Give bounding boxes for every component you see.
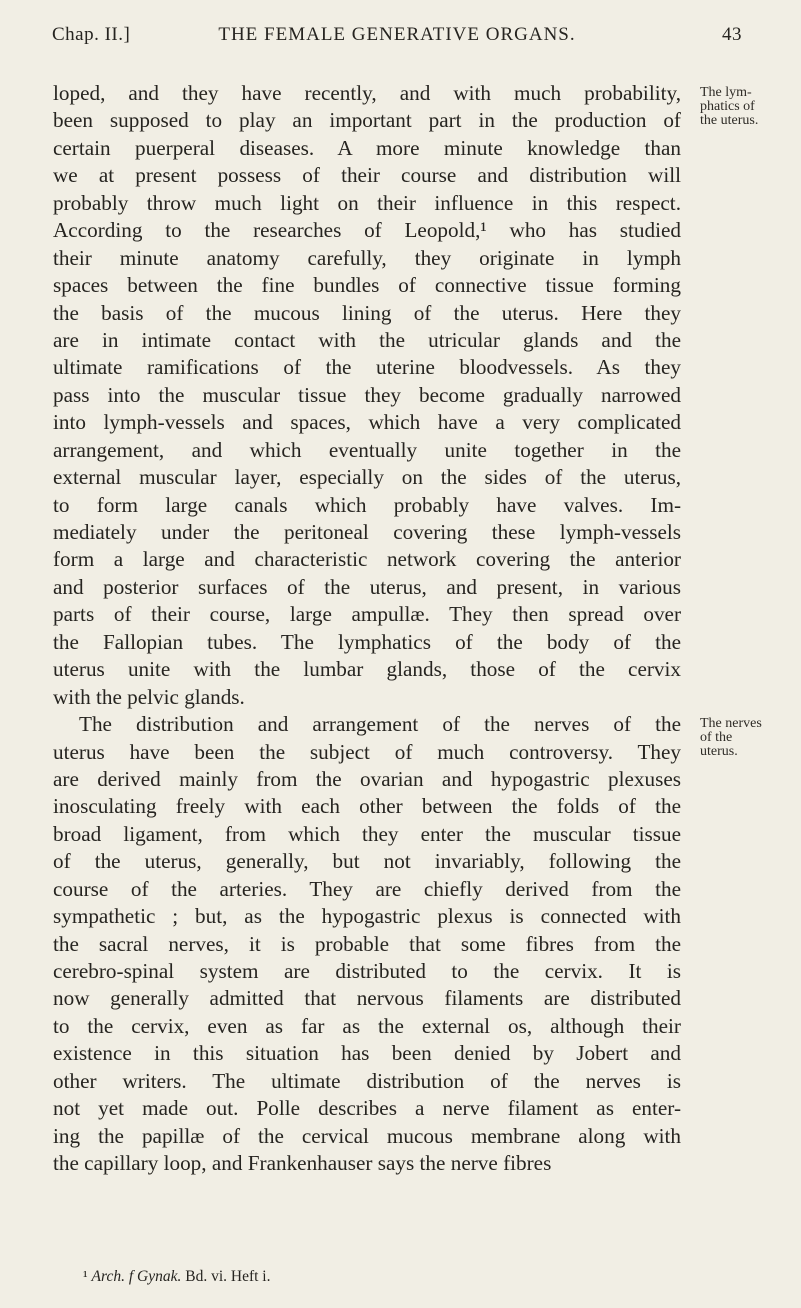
text-line: course of the arteries. They are chiefly derived from the bbox=[53, 876, 681, 901]
text-line: the basis of the mucous lining of the uterus. Here they bbox=[53, 300, 681, 325]
text-line: into lymph-vessels and spaces, which have a very complicated bbox=[53, 410, 681, 435]
text-line: According to the researches of Leopold,¹ who has studied bbox=[53, 218, 681, 243]
text-line: of the uterus, generally, but not invariably, following the bbox=[53, 849, 681, 874]
page-number: 43 bbox=[722, 24, 742, 45]
margin-note-line: The nerves bbox=[700, 716, 762, 731]
text-line: existence in this situation has been denied by Jobert and bbox=[53, 1041, 681, 1066]
text-line: loped, and they have recently, and with much probability, bbox=[53, 81, 681, 105]
text-line: sympathetic ; but, as the hypogastric plexus is connected with bbox=[53, 904, 681, 929]
text-line: are in intimate contact with the utricular glands and the bbox=[53, 327, 681, 352]
footnote-marker: ¹ bbox=[83, 1268, 88, 1285]
margin-note-nerves bbox=[700, 717, 762, 759]
text-line: to form large canals which probably have valves. Im- bbox=[53, 492, 681, 517]
text-line: now generally admitted that nervous filaments are distributed bbox=[53, 986, 681, 1011]
text-line: the sacral nerves, it is probable that some fibres from the bbox=[53, 931, 681, 956]
text-line: other writers. The ultimate distribution of the nerves is bbox=[53, 1068, 681, 1093]
margin-note-line: the uterus. bbox=[700, 113, 759, 128]
text-line: arrangement, and which eventually unite together in the bbox=[53, 437, 681, 462]
text-line: we at present possess of their course and distribution will bbox=[53, 163, 681, 188]
text-line: broad ligament, from which they enter the muscular tissue bbox=[53, 821, 681, 846]
footnote-journal: Arch. f Gynak. bbox=[91, 1268, 182, 1285]
text-line: with the pelvic glands. bbox=[53, 684, 245, 709]
margin-note-line: of the bbox=[700, 730, 733, 745]
text-line: their minute anatomy carefully, they originate in lymph bbox=[53, 245, 681, 270]
margin-note-lymphatics bbox=[700, 86, 758, 128]
text-line: cerebro-spinal system are distributed to the cervix. It is bbox=[53, 959, 681, 983]
text-line: are derived mainly from the ovarian and hypogastric plexuses bbox=[53, 766, 681, 791]
body-text bbox=[53, 80, 681, 1178]
chapter-label: Chap. II.] bbox=[52, 24, 131, 45]
footnote-reference: Bd. vi. Heft i. bbox=[185, 1268, 271, 1285]
text-line: pass into the muscular tissue they become gradually narrowed bbox=[53, 382, 681, 407]
margin-note-line: uterus. bbox=[700, 744, 738, 759]
text-line: uterus have been the subject of much controversy. They bbox=[53, 739, 681, 764]
footnote bbox=[83, 1268, 270, 1286]
text-line: parts of their course, large ampullæ. They then spread over bbox=[53, 602, 681, 627]
text-line: ing the papillæ of the cervical mucous membrane along with bbox=[53, 1123, 681, 1148]
text-line: spaces between the fine bundles of connective tissue forming bbox=[53, 273, 681, 298]
text-line: the capillary loop, and Frankenhauser says the nerve fibres bbox=[53, 1151, 552, 1176]
text-line: certain puerperal diseases. A more minute knowledge than bbox=[53, 135, 681, 160]
text-line: The distribution and arrangement of the nerves of the bbox=[79, 712, 681, 737]
text-line: mediately under the peritoneal covering these lymph-vessels bbox=[53, 520, 681, 544]
text-line: uterus unite with the lumbar glands, those of the cervix bbox=[53, 657, 681, 682]
text-line: the Fallopian tubes. The lymphatics of the body of the bbox=[53, 629, 681, 654]
margin-note-line: The lym- bbox=[700, 85, 752, 100]
text-line: inosculating freely with each other between the folds of the bbox=[53, 794, 681, 819]
text-line: probably throw much light on their influence in this respect. bbox=[53, 190, 681, 215]
running-title: THE FEMALE GENERATIVE ORGANS. bbox=[218, 24, 576, 45]
text-line: not yet made out. Polle describes a nerve filament as enter- bbox=[53, 1096, 681, 1121]
text-line: external muscular layer, especially on the sides of the uterus, bbox=[53, 465, 681, 490]
text-line: ultimate ramifications of the uterine bloodvessels. As they bbox=[53, 355, 681, 380]
text-line: been supposed to play an important part in the production of bbox=[53, 108, 681, 133]
text-line: to the cervix, even as far as the external os, although their bbox=[53, 1013, 681, 1038]
text-line: form a large and characteristic network covering the anterior bbox=[53, 547, 681, 572]
margin-note-line: phatics of bbox=[700, 99, 755, 114]
text-line: and posterior surfaces of the uterus, and present, in various bbox=[53, 574, 681, 599]
running-header bbox=[52, 24, 742, 52]
